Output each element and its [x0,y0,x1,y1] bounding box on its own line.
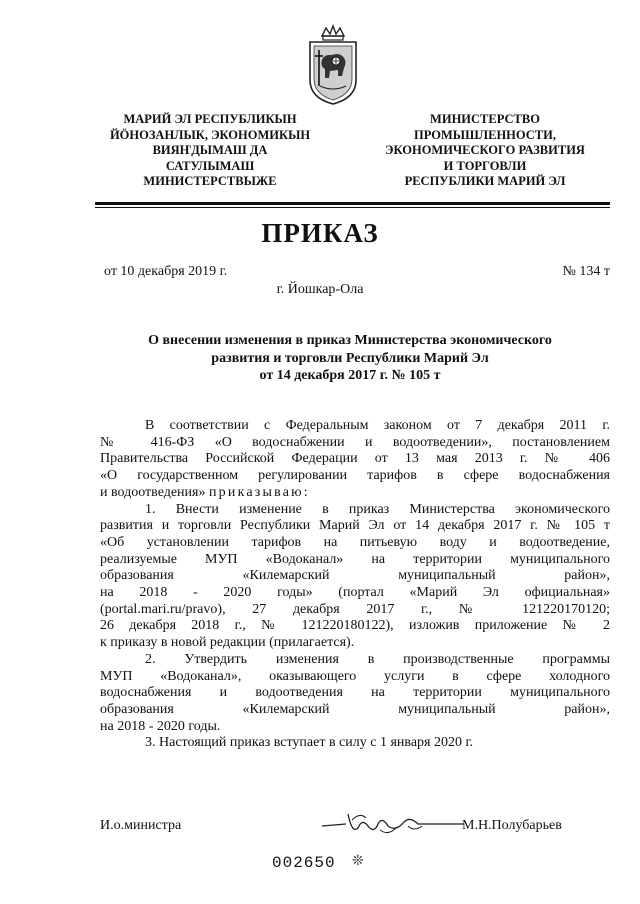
document-number: № 134 т [562,264,610,279]
preamble-line: Правительства Российской Федерации от 13 мая 2013 г. № 406 [100,451,610,467]
subject-line: от 14 декабря 2017 г. № 105 т [259,368,441,383]
item1-line: 26 декабря 2018 г., № 121220180122), изложив приложение № 2 [100,618,610,634]
header-right-line: РЕСПУБЛИКИ МАРИЙ ЭЛ [404,174,566,189]
item2-line: образования «Килемарский муниципальный район», [100,701,610,717]
header-left-line: МАРИЙ ЭЛ РЕСПУБЛИКЫН [123,112,297,126]
header-divider-thin [95,207,610,208]
header-right-block [360,112,610,190]
subject-line: развития и торговли Республики Марий Эл [211,350,489,366]
document-date: от 10 декабря 2019 г. [104,264,228,279]
item2-line: водоснабжения и водоотведения на территории муниципального [100,685,610,701]
header-right-line: ПРОМЫШЛЕННОСТИ, [414,127,556,142]
header-left-line: МИНИСТЕРСТВЫЖЕ [143,174,277,189]
preamble-line: и водоотведения» [100,484,206,500]
header-right-line: И ТОРГОВЛИ [443,158,527,173]
item3-line: 3. Настоящий приказ вступает в силу с 1 января 2020 г. [145,735,474,751]
header-divider-thick [95,202,610,205]
document-city: г. Йошкар-Ола [276,282,364,297]
order-word: приказываю: [208,484,310,500]
header-right-line: ЭКОНОМИЧЕСКОГО РАЗВИТИЯ [385,143,585,158]
item1-line: 1. Внести изменение в приказ Министерства экономического [145,501,610,517]
preamble-last-line [100,485,610,502]
item1-line: к приказу в новой редакции (прилагается). [100,635,355,651]
item1-line: «Об установлении тарифов на питьевую воду и водоотведение, [100,534,610,550]
coat-of-arms-emblem [302,24,364,108]
preamble-line: В соответствии с Федеральным законом от 7 декабря 2011 г. [145,418,610,433]
preamble-line: № 416-ФЗ «О водоснабжении и водоотведении», постановлением [100,434,610,450]
header-right-line: МИНИСТЕРСТВО [430,112,540,126]
document-subject [110,332,590,385]
item1-line: (portal.mari.ru/pravo), 27 декабря 2017 г., № 121220170120; [100,601,610,617]
item1-line: образования «Килемарский муниципальный район», [100,568,610,584]
header-left-block [100,112,320,190]
header-left-line: ЙӦНОЗАНЛЫК, ЭКОНОМИКЫН [109,127,311,142]
serial-number: 002650 [272,854,336,872]
item1-line: на 2018 - 2020 годы» (портал «Марий Эл официальная» [100,585,610,601]
item2-line: МУП «Водоканал», оказывающего услуги в сфере холодного [100,668,610,684]
document-body [100,418,610,752]
subject-line: О внесении изменения в приказ Министерства экономического [148,333,552,348]
item2-line: на 2018 - 2020 годы. [100,718,221,734]
handwritten-signature [318,806,466,838]
serial-mark-icon: ❊ [352,854,364,869]
document-title: ПРИКАЗ [261,218,379,248]
item2-line: 2. Утвердить изменения в производственные программы [145,651,610,667]
preamble-line: «О государственном регулировании тарифов в сфере водоснабжения [100,468,610,484]
header-left-line: САТУЛЫМАШ [165,158,255,173]
item1-line: реализуемые МУП «Водоканал» на территории муниципального [100,551,610,567]
header-left-line: ВИЯҤДЫМАШ ДА [152,143,268,158]
signatory-position: И.о.министра [100,818,182,833]
signatory-name: М.Н.Полубарьев [462,818,562,833]
item1-line: развития и торговли Республики Марий Эл от 14 декабря 2017 г. № 105 т [100,518,610,534]
